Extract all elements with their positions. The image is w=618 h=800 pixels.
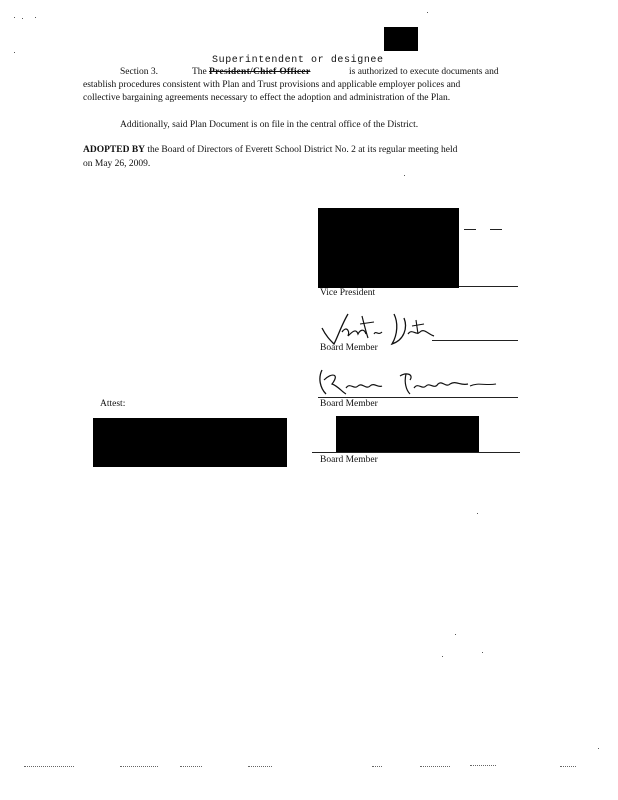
struck-text: President/Chief Officer xyxy=(209,67,311,77)
scan-artifact xyxy=(180,766,202,767)
redaction-block xyxy=(336,416,479,452)
board-member-label-1: Board Member xyxy=(320,343,378,353)
dash-mark xyxy=(464,229,476,230)
scan-speck xyxy=(455,634,456,635)
scan-artifact xyxy=(420,766,450,767)
section-lead-word: The xyxy=(192,67,207,77)
board-member-label-2: Board Member xyxy=(320,399,378,409)
scan-speck xyxy=(598,748,599,749)
handwritten-signature xyxy=(312,306,442,348)
section-line-1: is authorized to execute documents and xyxy=(349,67,499,77)
signature-line xyxy=(459,286,518,287)
redaction-block xyxy=(318,208,459,288)
scan-speck xyxy=(14,52,15,53)
section-label: Section 3. xyxy=(120,67,158,77)
signature-line xyxy=(432,340,518,341)
redaction-block xyxy=(384,27,418,51)
adopted-line-1 xyxy=(83,146,457,156)
signature-line xyxy=(318,397,518,398)
scan-artifact xyxy=(560,766,576,767)
scan-speck xyxy=(22,18,23,19)
additional-paragraph: Additionally, said Plan Document is on file in the central office of the District. xyxy=(120,120,419,130)
dash-mark xyxy=(490,229,502,230)
adopted-bold: ADOPTED BY xyxy=(83,145,146,155)
scan-artifact xyxy=(24,766,74,767)
scan-artifact xyxy=(248,766,272,767)
vice-president-label: Vice President xyxy=(320,288,376,298)
board-member-label-3: Board Member xyxy=(320,455,378,465)
scan-speck xyxy=(482,652,483,653)
scan-artifact xyxy=(372,766,382,767)
scan-speck xyxy=(14,17,15,18)
adopted-line-2: on May 26, 2009. xyxy=(83,159,151,169)
scan-speck xyxy=(477,513,478,514)
scan-speck xyxy=(35,17,36,18)
redaction-block xyxy=(93,418,287,467)
attest-label: Attest: xyxy=(100,399,126,409)
handwritten-signature xyxy=(310,364,510,400)
adopted-rest: the Board of Directors of Everett School District No. 2 at its regular meeting held xyxy=(147,145,458,155)
scan-speck xyxy=(427,12,428,13)
scan-speck xyxy=(442,656,443,657)
section-line-2: establish procedures consistent with Plan and Trust provisions and applicable employer polices and xyxy=(83,80,461,90)
signature-line xyxy=(312,452,520,453)
section-line-3: collective bargaining agreements necessary to effect the adoption and administration of the Plan. xyxy=(83,93,451,103)
scan-artifact xyxy=(120,766,158,767)
typed-insertion: Superintendent or designee xyxy=(212,55,384,66)
scan-artifact xyxy=(470,765,496,766)
scan-speck xyxy=(404,175,405,176)
